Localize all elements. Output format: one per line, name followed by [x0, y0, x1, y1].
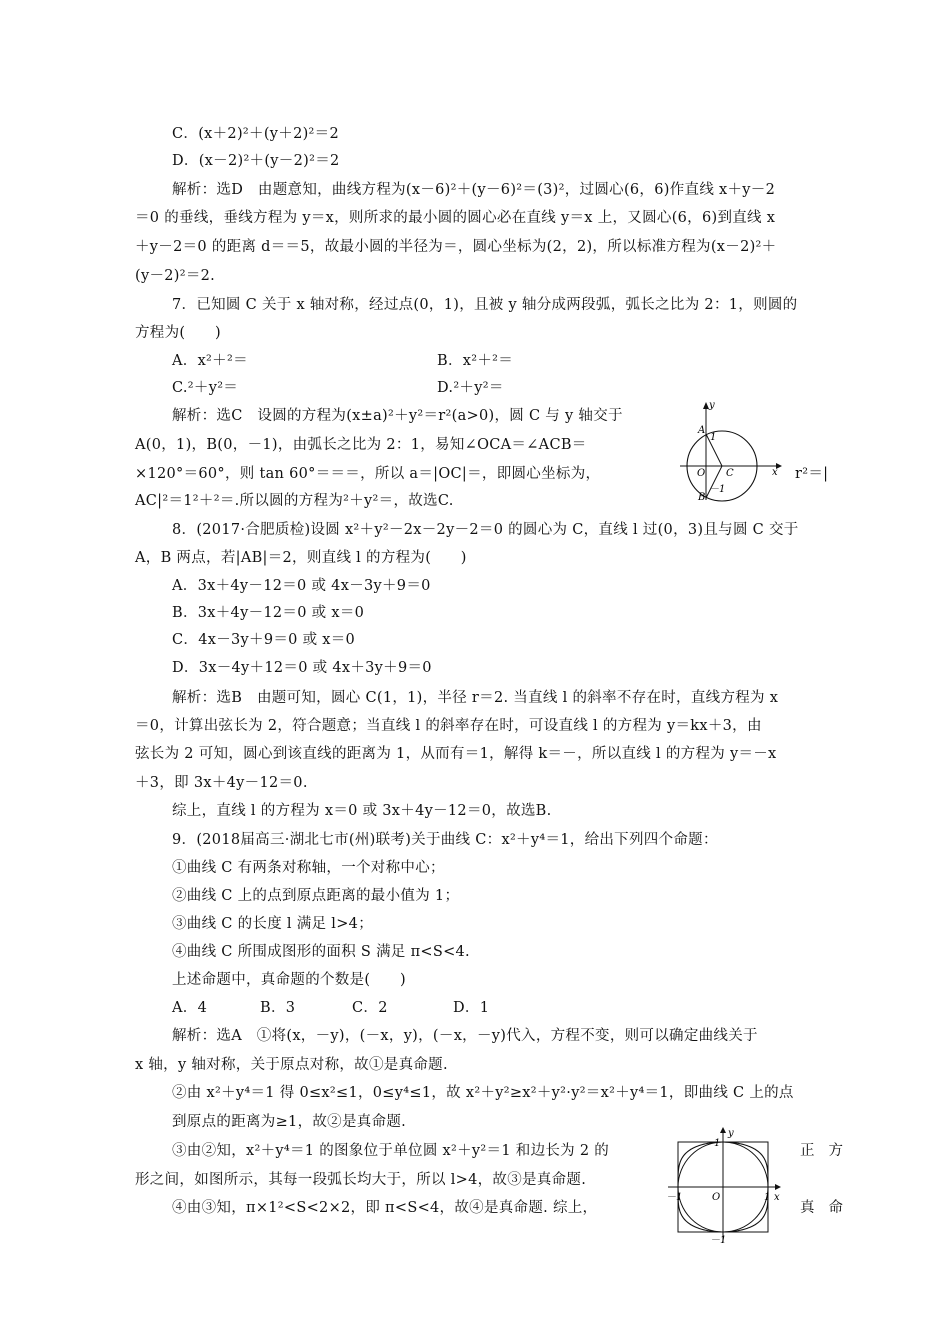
origin-label: O: [697, 468, 706, 479]
text-line: x 轴，y 轴对称，关于原点对称，故①是真命题.: [135, 1057, 448, 1073]
text-line: 上述命题中，真命题的个数是( ): [172, 972, 406, 988]
tick-label: －1: [710, 1235, 727, 1246]
text-line: D．(x－2)²＋(y－2)²＝2: [172, 153, 340, 169]
text-line: 到原点的距离为≥1，故②是真命题.: [172, 1114, 407, 1130]
text-line: B．3x＋4y－12＝0 或 x＝0: [172, 605, 365, 621]
text-line: A．4: [172, 1000, 208, 1016]
text-line: 方程为( ): [135, 325, 221, 341]
text-line: 解析：选C 设圆的方程为(x±a)²＋y²＝r²(a>0)，圆 C 与 y 轴交于: [172, 408, 623, 424]
text-line: ×120°＝60°，则 tan 60°＝＝＝，所以 a＝|OC|＝，即圆心坐标为，: [135, 466, 601, 482]
center-c-label: C: [726, 468, 734, 479]
text-line: ④曲线 C 所围成图形的面积 S 满足 π<S<4.: [172, 944, 470, 960]
text-line: ①曲线 C 有两条对称轴，一个对称中心；: [172, 860, 445, 876]
text-line: 7．已知圆 C 关于 x 轴对称，经过点(0，1)，且被 y 轴分成两段弧，弧长之比为 2：1，则圆的: [172, 297, 798, 313]
text-line: 9．(2018届高三·湖北七市(州)联考)关于曲线 C：x²＋y⁴＝1，给出下列四个命题：: [172, 832, 718, 848]
y-axis-label: y: [728, 1128, 734, 1139]
text-line: D.²＋y²＝: [437, 380, 504, 396]
tick-label: －1: [709, 484, 726, 495]
tick-label: 1: [710, 432, 717, 443]
tick-label: 1: [764, 1192, 771, 1203]
x-axis-label: x: [772, 467, 778, 478]
text-line: 弦长为 2 可知，圆心到该直线的距离为 1，从而有＝1，解得 k＝－，所以直线 l 的方程为 y＝－x: [135, 746, 777, 762]
text-line: ②由 x²＋y⁴＝1 得 0≤x²≤1，0≤y⁴≤1，故 x²＋y²≥x²＋y²·y²＝x²＋y⁴＝1，即曲线 C 上的点: [172, 1085, 794, 1101]
text-line: 形之间，如图所示，其每一段弧长均大于，所以 l>4，故③是真命题.: [135, 1172, 587, 1188]
text-line: ③曲线 C 的长度 l 满足 l>4；: [172, 916, 373, 932]
text-line: 解析：选A ①将(x，－y)，(－x，y)，(－x，－y)代入，方程不变，则可以确定曲线关于: [172, 1028, 758, 1044]
text-line: 综上，直线 l 的方程为 x＝0 或 3x＋4y－12＝0，故选B.: [172, 803, 552, 819]
text-line: D．1: [453, 1000, 490, 1016]
text-line: ＋3，即 3x＋4y－12＝0.: [135, 775, 308, 791]
text-line: C．4x－3y＋9＝0 或 x＝0: [172, 632, 356, 648]
text-line: ②曲线 C 上的点到原点距离的最小值为 1；: [172, 888, 460, 904]
x-axis-label: x: [774, 1192, 780, 1203]
text-line: (y－2)²＝2.: [135, 268, 216, 284]
tick-label: －1: [666, 1192, 683, 1203]
text-line: C．(x＋2)²＋(y＋2)²＝2: [172, 126, 339, 142]
text-line: 解析：选D 由题意知，曲线方程为(x－6)²＋(y－6)²＝(3)²，过圆心(6，6)作直线 x＋y－2: [172, 182, 776, 198]
text-line: 正方: [800, 1143, 857, 1159]
text-line: A．3x＋4y－12＝0 或 4x－3y＋9＝0: [172, 578, 431, 594]
text-line: ＝0 的垂线，垂线方程为 y＝x，则所求的最小圆的圆心必在直线 y＝x 上，又圆心(6，6)到直线 x: [135, 210, 776, 226]
text-line: 解析：选B 由题可知，圆心 C(1，1)，半径 r＝2. 当直线 l 的斜率不存在时，直线方程为 x: [172, 690, 779, 706]
text-line: 真命: [800, 1200, 857, 1216]
text-line: B．3: [260, 1000, 296, 1016]
y-axis-label: y: [709, 400, 715, 411]
origin-label: O: [712, 1192, 721, 1203]
text-line: C．2: [352, 1000, 388, 1016]
point-b-label: B: [698, 492, 706, 503]
text-line: ③由②知，x²＋y⁴＝1 的图象位于单位圆 x²＋y²＝1 和边长为 2 的: [172, 1143, 610, 1159]
text-line: B．x²＋²＝: [437, 353, 514, 369]
text-line: A(0，1)，B(0，－1)，由弧长之比为 2：1，易知∠OCA＝∠ACB＝: [135, 437, 587, 453]
text-line: ＝0，计算出弦长为 2，符合题意；当直线 l 的斜率存在时，可设直线 l 的方程为 y＝kx＋3，由: [135, 718, 762, 734]
text-line: A，B 两点，若|AB|＝2，则直线 l 的方程为( ): [135, 550, 467, 566]
tick-label: 1: [714, 1138, 721, 1149]
text-line: 8．(2017·合肥质检)设圆 x²＋y²－2x－2y－2＝0 的圆心为 C，直线 l 过(0，3)且与圆 C 交于: [172, 522, 799, 538]
curve-figure: [648, 1126, 782, 1250]
text-line: ＋y－2＝0 的距离 d＝＝5，故最小圆的半径为＝，圆心坐标为(2，2)，所以标准方程为(x－2)²＋: [135, 239, 777, 255]
circle-figure: [680, 400, 784, 504]
text-line: C.²＋y²＝: [172, 380, 239, 396]
point-a-label: A: [698, 425, 706, 436]
text-line: ④由③知，π×1²<S<2×2，即 π<S<4，故④是真命题. 综上，: [172, 1200, 598, 1216]
text-line: AC|²＝1²＋²＝.所以圆的方程为²＋y²＝，故选C.: [135, 493, 454, 509]
text-line: A．x²＋²＝: [172, 353, 248, 369]
text-line: r²＝|: [795, 466, 829, 482]
text-line: D．3x－4y＋12＝0 或 4x＋3y＋9＝0: [172, 660, 432, 676]
